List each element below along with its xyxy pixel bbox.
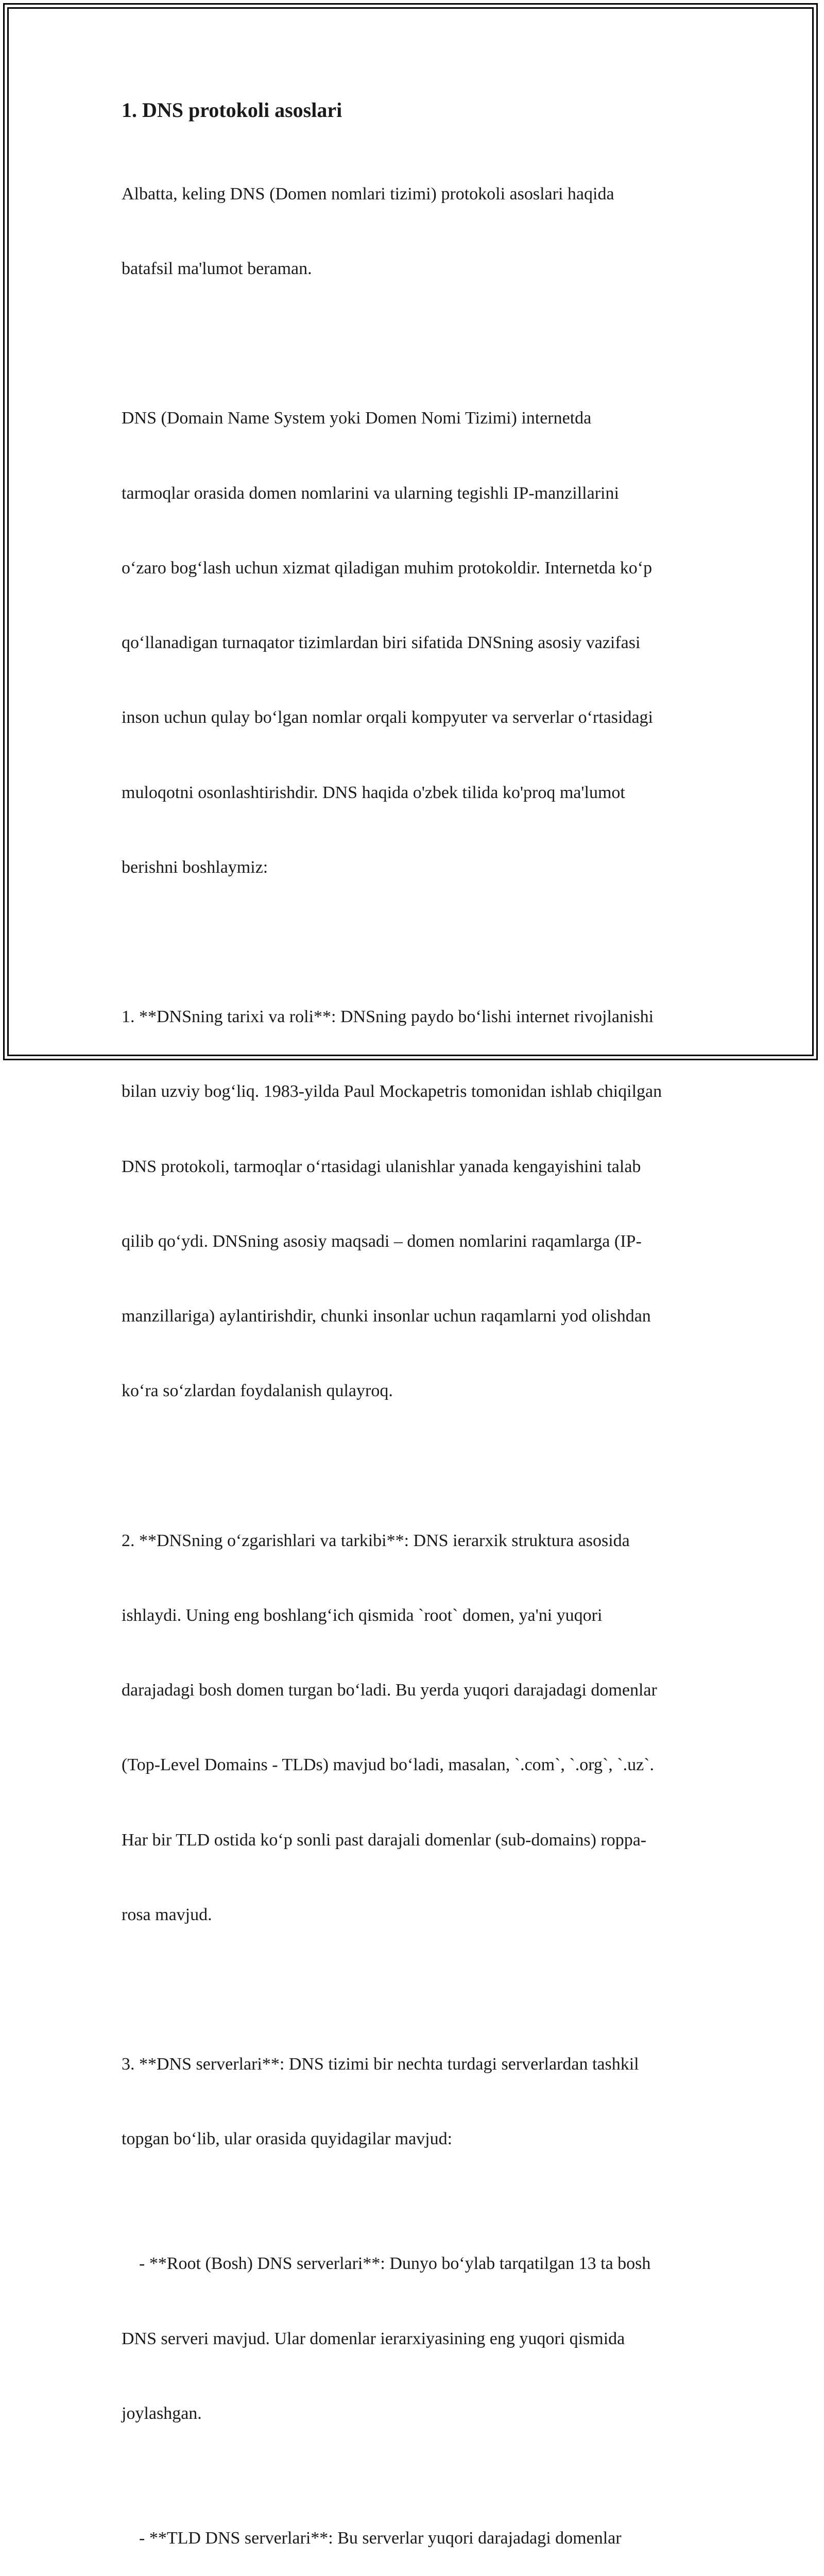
- text-line: darajadagi bosh domen turgan bo‘ladi. Bu yerda yuqori darajadagi domenlar: [122, 1681, 657, 1700]
- paragraph-gap: [122, 1454, 709, 1479]
- text-line: (Top-Level Domains - TLDs) mavjud bo‘ladi, masalan, `.com`, `.org`, `.uz`.: [122, 1755, 655, 1775]
- text-line: Albatta, keling DNS (Domen nomlari tizimi) protokoli asoslari haqida: [122, 184, 614, 204]
- text-line: manzillariga) aylantirishdir, chunki insonlar uchun raqamlarni yod olishdan: [122, 1307, 651, 1326]
- text-line: 2. **DNSning o‘zgarishlari va tarkibi**: DNS ierarxik struktura asosida: [122, 1531, 630, 1550]
- text-line: muloqotni osonlashtirishdir. DNS haqida o'zbek tilida ko'proq ma'lumot: [122, 783, 625, 802]
- text-line: Har bir TLD ostida ko‘p sonli past darajali domenlar (sub-domains) roppa-: [122, 1830, 647, 1850]
- text-line: DNS protokoli, tarmoqlar o‘rtasidagi ulanishlar yanada kengayishini talab: [122, 1157, 641, 1176]
- text-line: DNS serveri mavjud. Ular domenlar ierarxiyasining eng yuqori qismida: [122, 2329, 625, 2348]
- bullet-line: - **TLD DNS serverlari**: Bu serverlar yuqori darajadagi domenlar: [139, 2528, 622, 2548]
- paragraph-gap: [122, 930, 709, 955]
- text-line: DNS (Domain Name System yoki Domen Nomi Tizimi) internetda: [122, 409, 592, 428]
- bullet-root-servers: [122, 2202, 709, 2476]
- text-line: batafsil ma'lumot beraman.: [122, 259, 312, 279]
- text-line: joylashgan.: [122, 2403, 202, 2423]
- text-line: o‘zaro bog‘lash uchun xizmat qiladigan muhim protokoldir. Internetda ko‘p: [122, 558, 653, 578]
- text-line: qo‘llanadigan turnaqator tizimlardan biri sifatida DNSning asosiy vazifasi: [122, 633, 641, 653]
- text-line: topgan bo‘lib, ular orasida quyidagilar mavjud:: [122, 2129, 453, 2149]
- text-line: ko‘ra so‘zlardan foydalanish qulayroq.: [122, 1381, 393, 1401]
- paragraph-gap: [122, 331, 709, 356]
- text-line: berishni boshlaymiz:: [122, 857, 268, 877]
- text-line: ishlaydi. Uning eng boshlang‘ich qismida `root` domen, ya'ni yuqori: [122, 1605, 603, 1625]
- intro-paragraph: [122, 132, 709, 331]
- document-page: [122, 96, 709, 2576]
- section-2-paragraph: [122, 1479, 709, 1977]
- document-title: 1. DNS protokoli asoslari: [122, 98, 342, 122]
- paragraph-gap: [122, 1977, 709, 2002]
- text-line: bilan uzviy bog‘liq. 1983-yilda Paul Mockapetris tomonidan ishlab chiqilgan: [122, 1082, 662, 1101]
- section-1-paragraph: [122, 955, 709, 1453]
- bullet-line: - **Root (Bosh) DNS serverlari**: Dunyo bo‘ylab tarqatilgan 13 ta bosh: [139, 2254, 651, 2274]
- bullet-tld-servers: [122, 2476, 709, 2576]
- text-line: 1. **DNSning tarixi va roli**: DNSning paydo bo‘lishi internet rivojlanishi: [122, 1007, 654, 1027]
- section-3-paragraph: [122, 2002, 709, 2201]
- overview-paragraph: [122, 357, 709, 930]
- text-line: tarmoqlar orasida domen nomlarini va ularning tegishli IP-manzillarini: [122, 483, 619, 503]
- text-line: rosa mavjud.: [122, 1905, 212, 1924]
- text-line: 3. **DNS serverlari**: DNS tizimi bir nechta turdagi serverlardan tashkil: [122, 2055, 639, 2074]
- text-line: inson uchun qulay bo‘lgan nomlar orqali kompyuter va serverlar o‘rtasidagi: [122, 708, 653, 727]
- text-line: qilib qo‘ydi. DNSning asosiy maqsadi – domen nomlarini raqamlarga (IP-: [122, 1231, 642, 1251]
